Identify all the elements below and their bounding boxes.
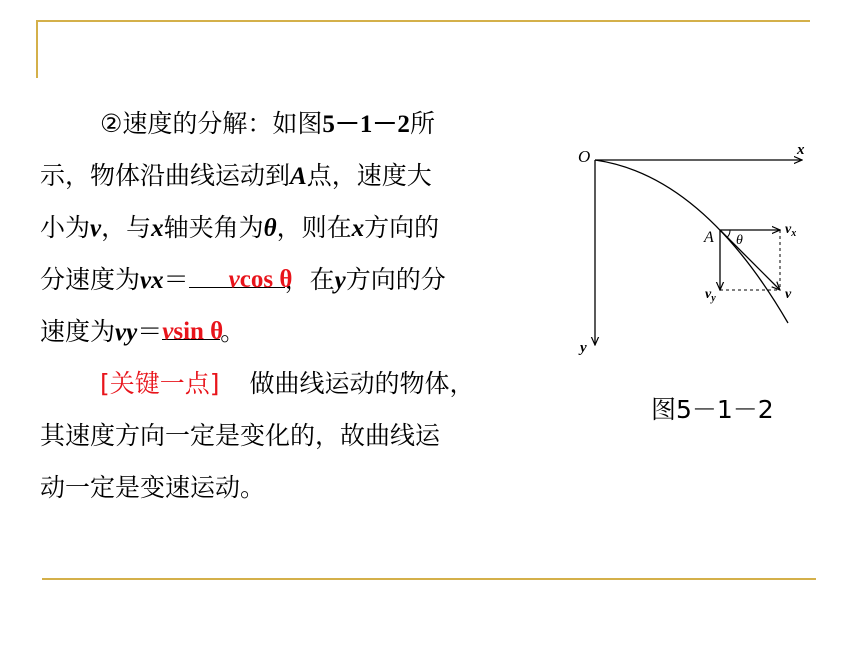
paragraph1-line4: 分速度为vx＝ vcos θ ，在y方向的分 xyxy=(40,254,510,306)
main-text xyxy=(40,98,510,514)
paragraph1-line5: 速度为vy＝ vsin θ 。 xyxy=(40,306,510,358)
answer-vx: vcos θ xyxy=(228,266,293,293)
vy-label: $v_y$ xyxy=(705,287,716,304)
paragraph1-line1: ②速度的分解：如图5－1－2所 xyxy=(100,109,435,138)
keypoint-line2: 其速度方向一定是变化的，故曲线运 xyxy=(40,421,441,450)
top-rule xyxy=(36,20,810,22)
theta-label: θ xyxy=(736,233,743,248)
velocity-diagram xyxy=(572,140,812,365)
vx-label: $v_x$ xyxy=(785,222,797,239)
answer-vy: vsin θ xyxy=(162,318,224,345)
figure-caption: 图5－1－2 xyxy=(651,395,774,424)
keypoint-line1: [关键一点] 做曲线运动的物体， xyxy=(100,369,475,398)
origin-label: O xyxy=(578,147,591,166)
bottom-rule xyxy=(42,578,816,580)
answer-blank-vx xyxy=(189,257,293,293)
y-axis-label: y xyxy=(580,340,587,356)
angle-arc xyxy=(728,230,731,237)
v-label: v xyxy=(785,287,792,302)
keypoint-line3: 动一定是变速运动。 xyxy=(40,473,266,502)
paragraph1-line2: 示，物体沿曲线运动到A点，速度大 xyxy=(40,161,432,190)
keypoint-label: [关键一点] xyxy=(100,369,220,398)
answer-blank-vy xyxy=(162,309,224,345)
v-arrow xyxy=(720,230,780,290)
left-rule xyxy=(36,20,38,78)
trajectory-curve xyxy=(595,160,788,323)
paragraph1-line3: 小为v，与x轴夹角为θ，则在x方向的 xyxy=(40,213,440,242)
x-axis-label: x xyxy=(797,142,805,158)
point-a-label: A xyxy=(704,229,714,246)
